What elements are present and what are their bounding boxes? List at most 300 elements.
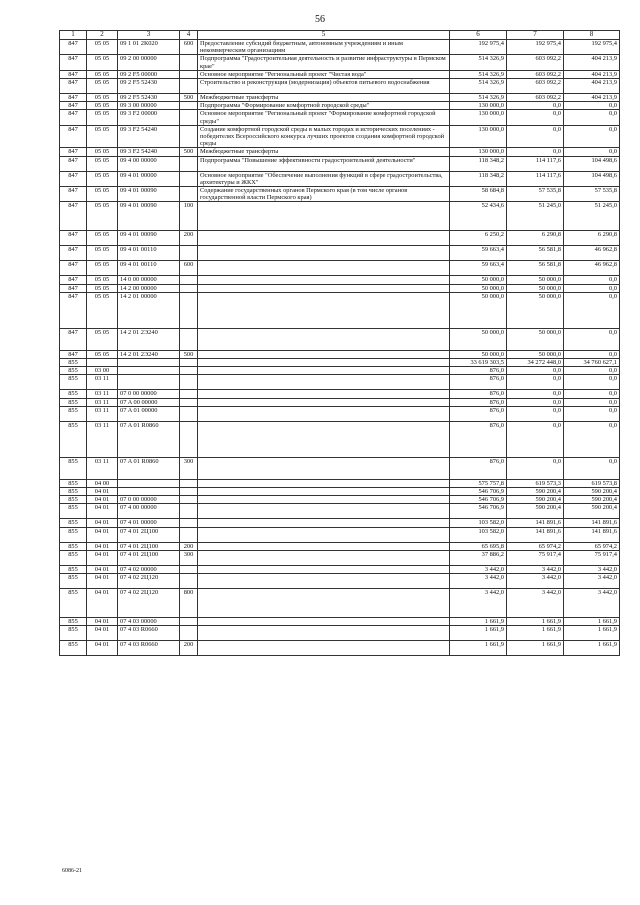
table-cell-col-5	[198, 202, 450, 231]
table-cell-col-8: 590 200,4	[564, 496, 620, 504]
table-cell-col-1: 847	[60, 350, 87, 358]
header-col-1: 1	[60, 31, 87, 40]
budget-table	[59, 30, 620, 656]
table-cell-col-2: 05 05	[87, 292, 118, 328]
table-cell-col-8: 6 290,8	[564, 231, 620, 246]
table-cell-col-5	[198, 246, 450, 261]
table-cell-col-5	[198, 375, 450, 390]
table-cell-col-3: 09 2 F5 52430	[118, 94, 180, 102]
table-cell-col-8: 104 498,6	[564, 171, 620, 186]
table-cell-col-8: 0,0	[564, 110, 620, 125]
table-cell-col-8: 3 442,0	[564, 589, 620, 618]
table-cell-col-3: 09 3 F2 00000	[118, 110, 180, 125]
table-cell-col-4	[180, 421, 198, 457]
table-cell-col-8: 404 213,9	[564, 79, 620, 94]
table-cell-col-4	[180, 574, 198, 589]
table-cell-col-4	[180, 55, 198, 70]
table-row	[60, 504, 620, 519]
table-cell-col-7: 0,0	[507, 390, 564, 398]
table-cell-col-1: 847	[60, 187, 87, 202]
table-cell-col-8: 590 200,4	[564, 488, 620, 496]
table-cell-col-7: 0,0	[507, 398, 564, 406]
table-cell-col-8: 0,0	[564, 350, 620, 358]
table-cell-col-6: 546 706,9	[450, 504, 507, 519]
table-cell-col-3: 09 4 00 00000	[118, 156, 180, 171]
table-cell-col-7: 3 442,0	[507, 589, 564, 618]
table-cell-col-1: 847	[60, 202, 87, 231]
table-row	[60, 328, 620, 350]
table-cell-col-1: 847	[60, 246, 87, 261]
table-cell-col-1: 855	[60, 618, 87, 626]
table-cell-col-3: 09 3 00 00000	[118, 102, 180, 110]
table-row	[60, 421, 620, 457]
table-cell-col-4	[180, 488, 198, 496]
table-cell-col-1: 847	[60, 110, 87, 125]
table-cell-col-8: 0,0	[564, 125, 620, 148]
table-row	[60, 359, 620, 367]
table-cell-col-5	[198, 542, 450, 550]
table-cell-col-6: 876,0	[450, 390, 507, 398]
header-col-5: 5	[198, 31, 450, 40]
table-cell-col-6: 65 695,8	[450, 542, 507, 550]
table-cell-col-1: 855	[60, 626, 87, 641]
table-cell-col-7: 1 661,9	[507, 618, 564, 626]
table-cell-col-5	[198, 328, 450, 350]
table-cell-col-2: 04 00	[87, 479, 118, 487]
table-cell-col-2: 05 05	[87, 79, 118, 94]
table-cell-col-2: 04 01	[87, 527, 118, 542]
table-row	[60, 187, 620, 202]
table-cell-col-7: 56 581,8	[507, 246, 564, 261]
table-cell-col-6: 1 661,9	[450, 626, 507, 641]
table-cell-col-8: 141 891,6	[564, 527, 620, 542]
table-row	[60, 261, 620, 276]
table-cell-col-8: 1 661,9	[564, 626, 620, 641]
table-cell-col-6: 50 000,0	[450, 284, 507, 292]
table-cell-col-3: 07 4 01 00000	[118, 519, 180, 527]
table-cell-col-2: 03 11	[87, 457, 118, 479]
table-cell-col-5: Подпрограмма "Градостроительная деятельность и развитие инфраструктуры в Пермском крае"	[198, 55, 450, 70]
table-cell-col-5	[198, 574, 450, 589]
table-cell-col-3: 07 4 00 00000	[118, 504, 180, 519]
table-cell-col-6: 876,0	[450, 406, 507, 421]
table-cell-col-2: 04 01	[87, 626, 118, 641]
table-cell-col-5	[198, 390, 450, 398]
table-cell-col-4: 600	[180, 261, 198, 276]
table-cell-col-4	[180, 125, 198, 148]
table-cell-col-6: 514 326,9	[450, 55, 507, 70]
table-cell-col-2: 05 05	[87, 284, 118, 292]
table-cell-col-3: 09 3 F2 54240	[118, 148, 180, 156]
table-cell-col-6: 130 000,0	[450, 148, 507, 156]
table-cell-col-1: 847	[60, 171, 87, 186]
table-cell-col-3: 07 4 01 2Ц100	[118, 550, 180, 565]
table-cell-col-6: 876,0	[450, 367, 507, 375]
table-row	[60, 246, 620, 261]
table-cell-col-1: 847	[60, 328, 87, 350]
table-row	[60, 527, 620, 542]
table-cell-col-3: 14 2 01 00000	[118, 292, 180, 328]
table-cell-col-8: 46 962,8	[564, 246, 620, 261]
table-cell-col-3	[118, 359, 180, 367]
table-cell-col-5	[198, 421, 450, 457]
table-row	[60, 457, 620, 479]
table-cell-col-4	[180, 398, 198, 406]
table-body	[60, 40, 620, 656]
table-cell-col-1: 847	[60, 261, 87, 276]
table-cell-col-8: 104 498,6	[564, 156, 620, 171]
table-cell-col-5	[198, 519, 450, 527]
table-cell-col-7: 590 200,4	[507, 504, 564, 519]
table-cell-col-5	[198, 261, 450, 276]
table-cell-col-1: 855	[60, 565, 87, 573]
table-cell-col-5	[198, 406, 450, 421]
table-cell-col-1: 855	[60, 574, 87, 589]
table-cell-col-5: Подпрограмма "Формирование комфортной городской среды"	[198, 102, 450, 110]
table-cell-col-4	[180, 479, 198, 487]
table-cell-col-3: 07 4 03 R0660	[118, 626, 180, 641]
table-cell-col-5: Межбюджетные трансферты	[198, 94, 450, 102]
table-cell-col-3: 14 2 00 00000	[118, 284, 180, 292]
header-col-7: 7	[507, 31, 564, 40]
table-cell-col-4	[180, 504, 198, 519]
table-cell-col-1: 855	[60, 641, 87, 656]
table-cell-col-7: 50 000,0	[507, 350, 564, 358]
table-cell-col-6: 546 706,9	[450, 488, 507, 496]
table-cell-col-4	[180, 110, 198, 125]
table-row	[60, 276, 620, 284]
table-row	[60, 574, 620, 589]
table-cell-col-3: 09 4 01 00090	[118, 202, 180, 231]
table-cell-col-4: 200	[180, 542, 198, 550]
table-cell-col-7: 50 000,0	[507, 276, 564, 284]
table-cell-col-3: 07 A 01 R0860	[118, 457, 180, 479]
table-row	[60, 626, 620, 641]
table-cell-col-2: 04 01	[87, 565, 118, 573]
table-cell-col-7: 603 092,2	[507, 55, 564, 70]
table-cell-col-1: 855	[60, 406, 87, 421]
table-cell-col-8: 3 442,0	[564, 565, 620, 573]
table-cell-col-1: 847	[60, 231, 87, 246]
table-cell-col-5	[198, 457, 450, 479]
table-cell-col-6: 37 886,2	[450, 550, 507, 565]
table-cell-col-8: 0,0	[564, 421, 620, 457]
table-cell-col-3: 09 2 F5 52430	[118, 79, 180, 94]
table-cell-col-2: 04 01	[87, 550, 118, 565]
table-cell-col-6: 118 348,2	[450, 156, 507, 171]
table-cell-col-8: 619 573,8	[564, 479, 620, 487]
table-cell-col-1: 847	[60, 276, 87, 284]
table-cell-col-6: 575 757,8	[450, 479, 507, 487]
table-cell-col-2: 04 01	[87, 488, 118, 496]
table-cell-col-4: 300	[180, 550, 198, 565]
table-cell-col-3	[118, 479, 180, 487]
table-cell-col-7: 0,0	[507, 148, 564, 156]
table-cell-col-7: 0,0	[507, 102, 564, 110]
table-cell-col-6: 59 663,4	[450, 246, 507, 261]
table-cell-col-3	[118, 488, 180, 496]
table-row	[60, 284, 620, 292]
table-cell-col-8: 0,0	[564, 284, 620, 292]
table-cell-col-7: 590 200,4	[507, 488, 564, 496]
table-cell-col-3: 07 4 02 00000	[118, 565, 180, 573]
table-cell-col-6: 3 442,0	[450, 589, 507, 618]
table-cell-col-2: 05 05	[87, 231, 118, 246]
table-cell-col-1: 847	[60, 70, 87, 78]
table-cell-col-7: 1 661,9	[507, 641, 564, 656]
table-cell-col-1: 855	[60, 421, 87, 457]
header-col-6: 6	[450, 31, 507, 40]
table-cell-col-1: 847	[60, 40, 87, 55]
table-cell-col-8: 46 962,8	[564, 261, 620, 276]
table-cell-col-4: 500	[180, 350, 198, 358]
table-header-row	[60, 31, 620, 40]
table-cell-col-3: 09 3 F2 54240	[118, 125, 180, 148]
table-cell-col-1: 855	[60, 496, 87, 504]
table-cell-col-4	[180, 496, 198, 504]
table-cell-col-8: 0,0	[564, 292, 620, 328]
table-cell-col-6: 50 000,0	[450, 328, 507, 350]
table-cell-col-4	[180, 618, 198, 626]
table-cell-col-6: 58 684,8	[450, 187, 507, 202]
table-cell-col-3: 14 2 01 2Э240	[118, 350, 180, 358]
table-cell-col-7: 56 581,8	[507, 261, 564, 276]
table-cell-col-7: 0,0	[507, 367, 564, 375]
table-cell-col-7: 0,0	[507, 375, 564, 390]
table-cell-col-7: 50 000,0	[507, 292, 564, 328]
table-cell-col-1: 847	[60, 125, 87, 148]
table-cell-col-4	[180, 246, 198, 261]
table-cell-col-5	[198, 359, 450, 367]
table-cell-col-5	[198, 488, 450, 496]
table-row	[60, 171, 620, 186]
table-cell-col-5: Строительство и реконструкция (модернизация) объектов питьевого водоснабжения	[198, 79, 450, 94]
table-cell-col-8: 0,0	[564, 148, 620, 156]
table-cell-col-8: 0,0	[564, 276, 620, 284]
table-cell-col-2: 03 11	[87, 421, 118, 457]
table-cell-col-8: 404 213,9	[564, 70, 620, 78]
table-cell-col-7: 0,0	[507, 110, 564, 125]
table-cell-col-4: 200	[180, 231, 198, 246]
table-cell-col-4	[180, 406, 198, 421]
table-cell-col-4: 100	[180, 202, 198, 231]
table-cell-col-6: 1 661,9	[450, 641, 507, 656]
table-cell-col-8: 0,0	[564, 398, 620, 406]
table-cell-col-5	[198, 367, 450, 375]
table-cell-col-6: 514 326,9	[450, 79, 507, 94]
table-cell-col-8: 65 974,2	[564, 542, 620, 550]
table-cell-col-4	[180, 79, 198, 94]
table-cell-col-7: 34 272 448,0	[507, 359, 564, 367]
table-cell-col-7: 3 442,0	[507, 565, 564, 573]
table-cell-col-3: 07 0 00 00000	[118, 496, 180, 504]
table-cell-col-4	[180, 375, 198, 390]
table-cell-col-3: 07 A 01 R0860	[118, 421, 180, 457]
table-row	[60, 102, 620, 110]
table-cell-col-1: 855	[60, 519, 87, 527]
table-cell-col-6: 514 326,9	[450, 94, 507, 102]
table-cell-col-6: 118 348,2	[450, 171, 507, 186]
table-row	[60, 292, 620, 328]
table-cell-col-3: 07 4 02 2Ц120	[118, 574, 180, 589]
table-cell-col-1: 847	[60, 55, 87, 70]
table-cell-col-2: 05 05	[87, 110, 118, 125]
table-cell-col-3: 09 2 F5 00000	[118, 70, 180, 78]
table-cell-col-1: 855	[60, 359, 87, 367]
table-row	[60, 55, 620, 70]
table-cell-col-8: 1 661,9	[564, 618, 620, 626]
table-cell-col-1: 847	[60, 292, 87, 328]
table-cell-col-6: 50 000,0	[450, 350, 507, 358]
table-row	[60, 519, 620, 527]
table-row	[60, 125, 620, 148]
table-row	[60, 70, 620, 78]
table-cell-col-2: 05 05	[87, 328, 118, 350]
table-row	[60, 367, 620, 375]
table-cell-col-3: 07 A 00 00000	[118, 398, 180, 406]
table-cell-col-6: 876,0	[450, 398, 507, 406]
table-cell-col-4	[180, 519, 198, 527]
table-cell-col-7: 0,0	[507, 457, 564, 479]
table-cell-col-4	[180, 276, 198, 284]
table-cell-col-7: 50 000,0	[507, 328, 564, 350]
table-cell-col-7: 603 092,2	[507, 70, 564, 78]
table-cell-col-5	[198, 479, 450, 487]
table-cell-col-5: Создание комфортной городской среды в малых городах и исторических поселениях - победителях Всероссийского конкурса лучших проектов создания комфортной городской среды	[198, 125, 450, 148]
table-cell-col-6: 59 663,4	[450, 261, 507, 276]
table-cell-col-5: Основное мероприятие "Обеспечение выполнения функций в сфере градостроительства, архитектуры и ЖКХ"	[198, 171, 450, 186]
table-cell-col-2: 04 01	[87, 504, 118, 519]
table-cell-col-6: 3 442,0	[450, 574, 507, 589]
table-row	[60, 202, 620, 231]
table-cell-col-4	[180, 70, 198, 78]
table-cell-col-5	[198, 350, 450, 358]
table-cell-col-7: 619 573,3	[507, 479, 564, 487]
table-cell-col-1: 855	[60, 398, 87, 406]
table-row	[60, 406, 620, 421]
table-cell-col-6: 1 661,9	[450, 618, 507, 626]
table-cell-col-1: 855	[60, 527, 87, 542]
table-cell-col-6: 876,0	[450, 375, 507, 390]
table-cell-col-7: 603 092,2	[507, 79, 564, 94]
table-row	[60, 398, 620, 406]
table-row	[60, 350, 620, 358]
table-row	[60, 231, 620, 246]
table-cell-col-3: 09 4 01 00090	[118, 187, 180, 202]
table-cell-col-4	[180, 284, 198, 292]
table-cell-col-7: 57 535,8	[507, 187, 564, 202]
table-cell-col-2: 03 11	[87, 406, 118, 421]
table-cell-col-8: 0,0	[564, 390, 620, 398]
table-cell-col-5	[198, 618, 450, 626]
table-cell-col-2: 05 05	[87, 350, 118, 358]
table-cell-col-5: Основное мероприятие "Региональный проект "Формирование комфортной городской среды"	[198, 110, 450, 125]
table-cell-col-6: 6 250,2	[450, 231, 507, 246]
table-cell-col-1: 855	[60, 390, 87, 398]
table-cell-col-7: 6 290,8	[507, 231, 564, 246]
table-cell-col-2: 05 05	[87, 55, 118, 70]
table-cell-col-1: 855	[60, 488, 87, 496]
table-cell-col-3: 07 0 00 00000	[118, 390, 180, 398]
table-cell-col-3: 14 2 01 2Э240	[118, 328, 180, 350]
table-row	[60, 40, 620, 55]
table-cell-col-3: 09 2 00 00000	[118, 55, 180, 70]
table-cell-col-1: 847	[60, 148, 87, 156]
table-cell-col-6: 130 000,0	[450, 110, 507, 125]
table-cell-col-8: 51 245,0	[564, 202, 620, 231]
table-row	[60, 148, 620, 156]
table-cell-col-2: 05 05	[87, 148, 118, 156]
table-cell-col-7: 0,0	[507, 125, 564, 148]
header-col-3: 3	[118, 31, 180, 40]
table-row	[60, 375, 620, 390]
header-col-4: 4	[180, 31, 198, 40]
table-cell-col-5	[198, 504, 450, 519]
table-cell-col-4	[180, 565, 198, 573]
table-cell-col-2: 04 01	[87, 496, 118, 504]
table-cell-col-2: 03 11	[87, 375, 118, 390]
table-cell-col-5	[198, 550, 450, 565]
table-cell-col-8: 1 661,9	[564, 641, 620, 656]
table-cell-col-7: 51 245,0	[507, 202, 564, 231]
table-cell-col-5: Содержание государственных органов Пермского края (в том числе органов государственной власти Пермского края)	[198, 187, 450, 202]
table-cell-col-4	[180, 171, 198, 186]
page-number: 56	[315, 14, 325, 25]
table-cell-col-4	[180, 328, 198, 350]
table-cell-col-7: 3 442,0	[507, 574, 564, 589]
table-cell-col-2: 03 00	[87, 367, 118, 375]
table-cell-col-8: 590 200,4	[564, 504, 620, 519]
table-cell-col-3: 07 4 01 2Ц100	[118, 527, 180, 542]
table-cell-col-8: 0,0	[564, 367, 620, 375]
table-cell-col-7: 603 092,2	[507, 94, 564, 102]
table-cell-col-2: 05 05	[87, 261, 118, 276]
table-cell-col-8: 141 891,6	[564, 519, 620, 527]
table-cell-col-8: 0,0	[564, 375, 620, 390]
table-cell-col-2: 04 01	[87, 542, 118, 550]
table-cell-col-3	[118, 375, 180, 390]
table-cell-col-1: 855	[60, 550, 87, 565]
table-cell-col-1: 847	[60, 102, 87, 110]
table-cell-col-7: 0,0	[507, 406, 564, 421]
table-cell-col-2: 05 05	[87, 40, 118, 55]
table-cell-col-1: 847	[60, 79, 87, 94]
table-row	[60, 94, 620, 102]
table-cell-col-6: 514 326,9	[450, 70, 507, 78]
table-cell-col-6: 50 000,0	[450, 292, 507, 328]
table-cell-col-4	[180, 527, 198, 542]
table-cell-col-8: 192 975,4	[564, 40, 620, 55]
table-cell-col-3	[118, 367, 180, 375]
table-cell-col-2: 05 05	[87, 102, 118, 110]
table-cell-col-7: 75 917,4	[507, 550, 564, 565]
table-cell-col-2: 05 05	[87, 125, 118, 148]
table-cell-col-1: 855	[60, 367, 87, 375]
table-cell-col-7: 0,0	[507, 421, 564, 457]
table-cell-col-5	[198, 398, 450, 406]
table-cell-col-4: 300	[180, 457, 198, 479]
table-cell-col-5	[198, 641, 450, 656]
table-cell-col-4	[180, 156, 198, 171]
table-cell-col-2: 04 01	[87, 519, 118, 527]
footer-code: 6086-21	[62, 868, 82, 874]
table-cell-col-4	[180, 367, 198, 375]
table-cell-col-6: 876,0	[450, 457, 507, 479]
table-cell-col-5	[198, 496, 450, 504]
table-cell-col-4: 200	[180, 641, 198, 656]
table-cell-col-2	[87, 359, 118, 367]
table-row	[60, 496, 620, 504]
